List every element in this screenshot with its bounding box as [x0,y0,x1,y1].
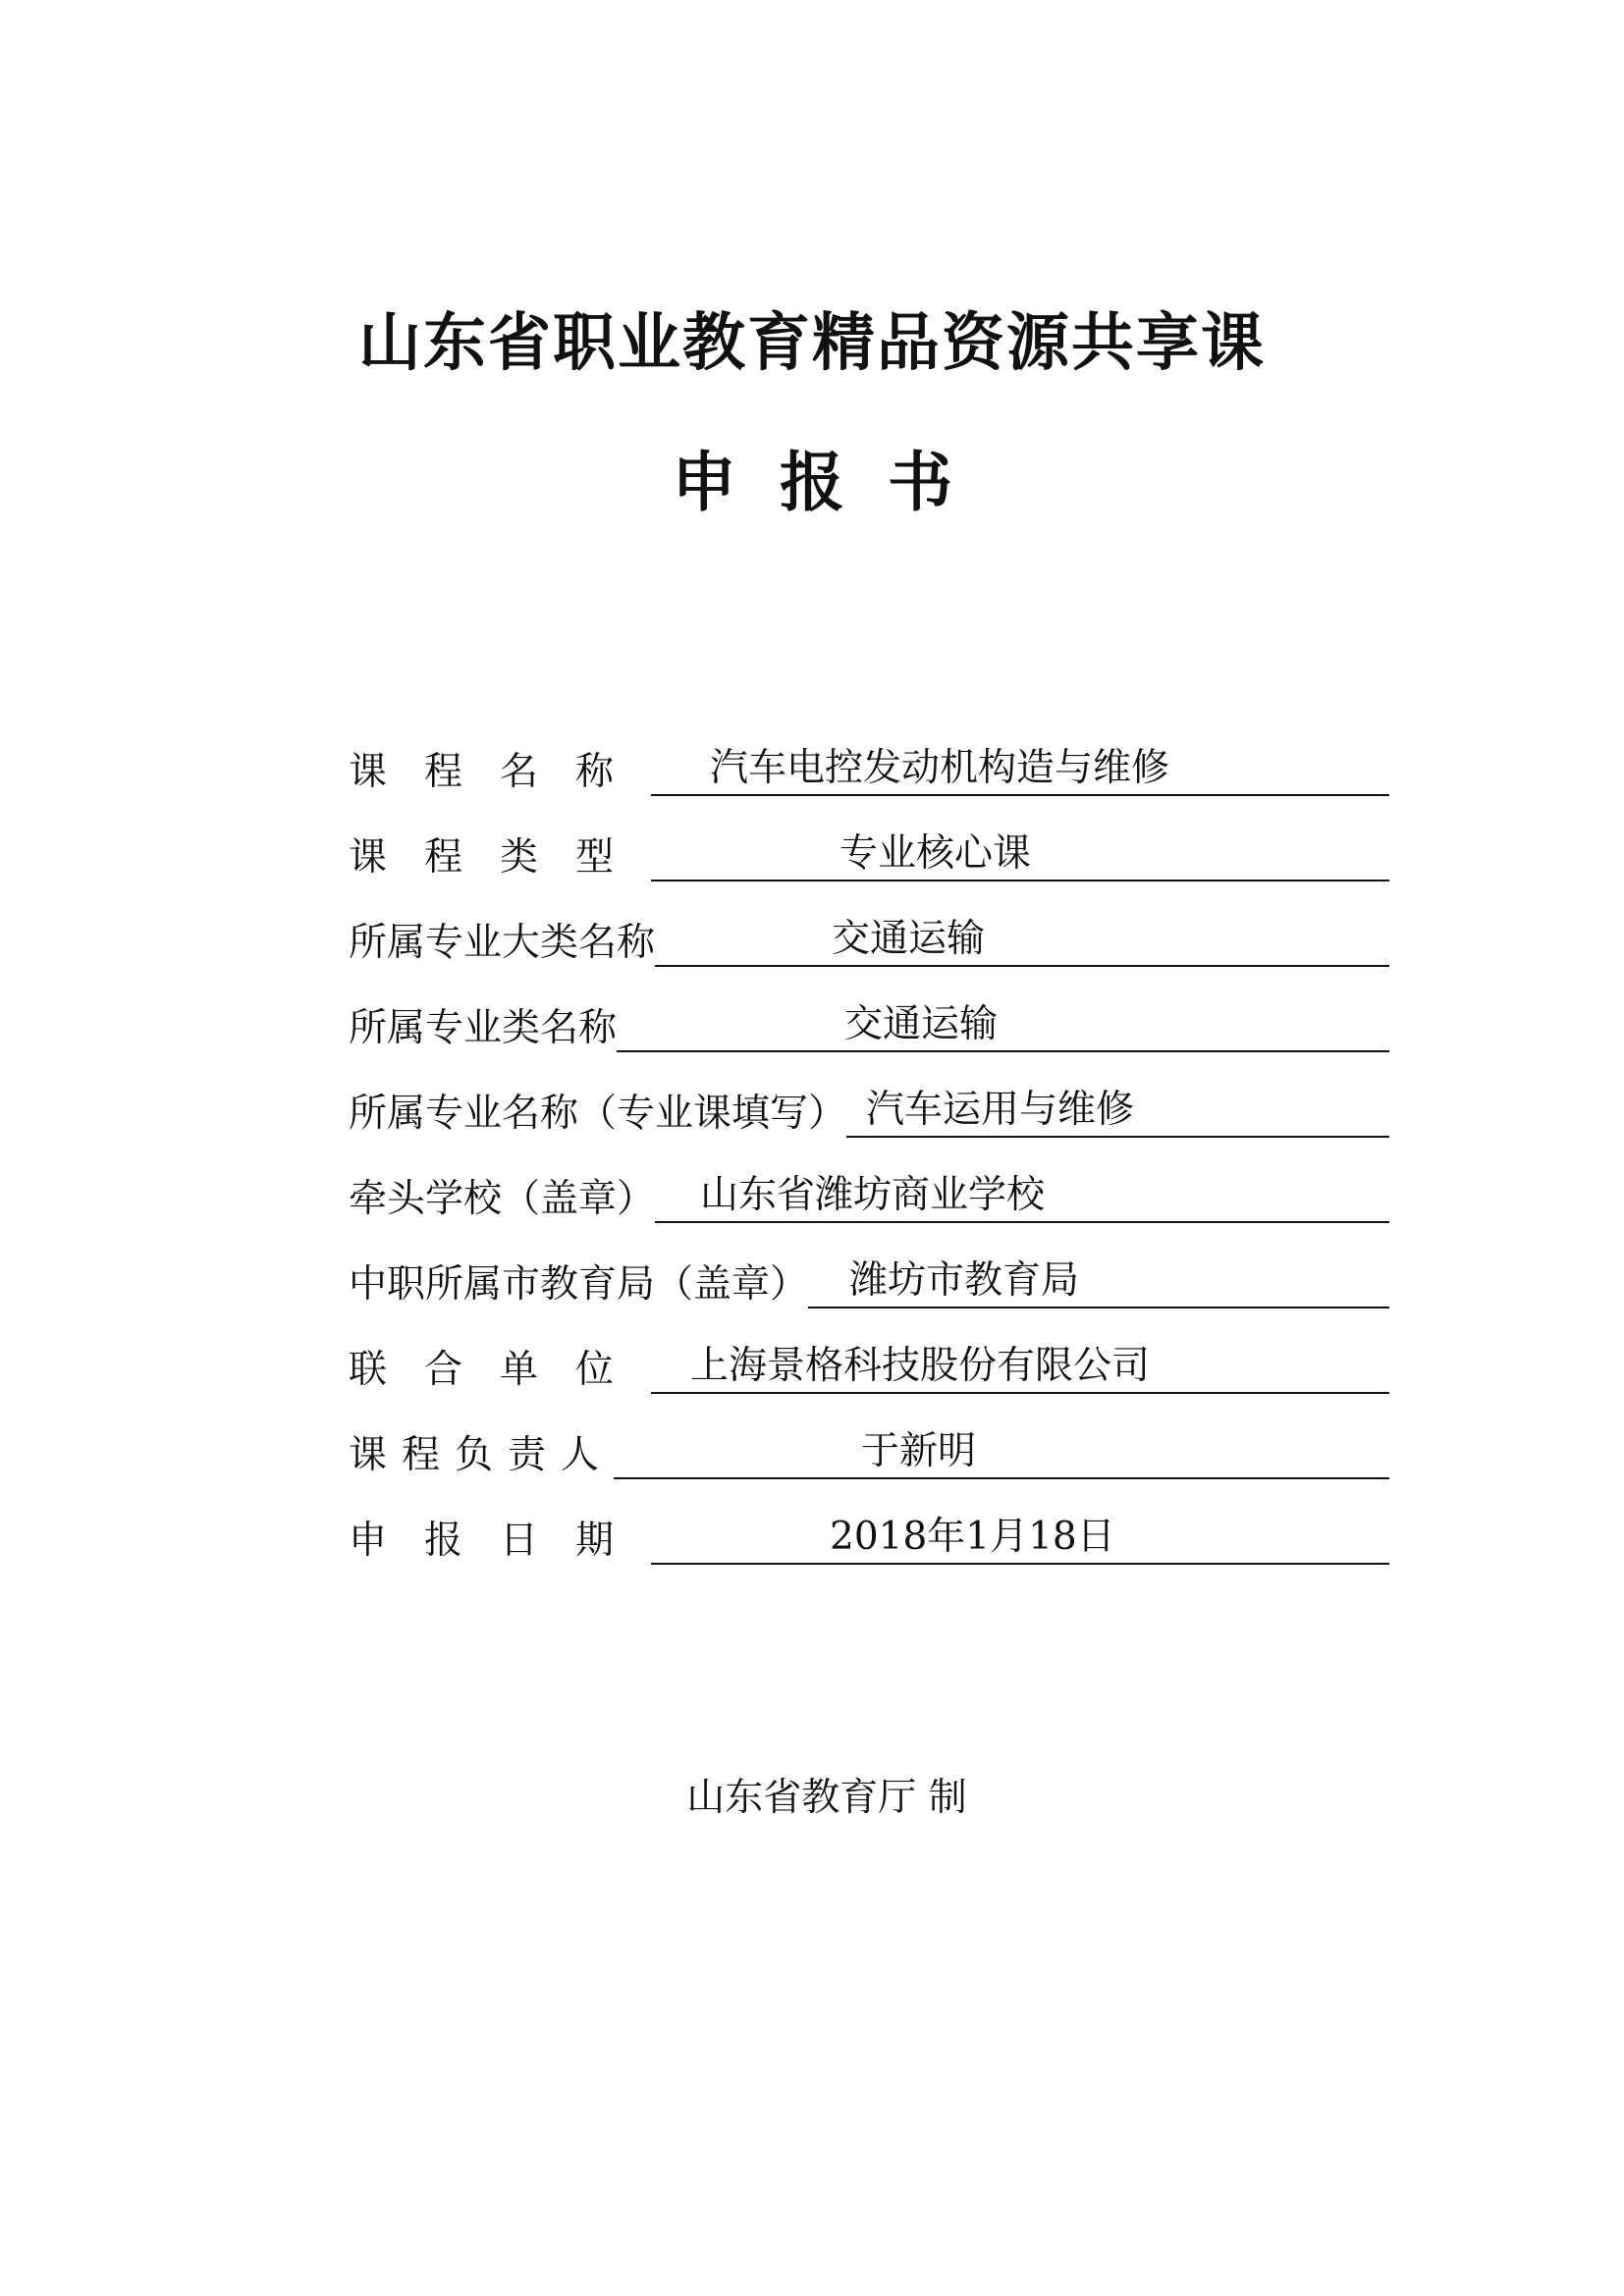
field-label: 中职所属市教育局（盖章） [349,1262,809,1307]
field-line [651,1516,1389,1565]
application-form [349,717,1389,1571]
field-label: 申报日期 [349,1519,652,1563]
document-subtitle: 申报书 [672,444,996,520]
field-line [614,1430,1389,1479]
field-value: 交通运输 [832,917,986,961]
field-major-name [349,1058,1389,1144]
field-major-class [349,973,1389,1058]
field-label: 课程名称 [349,750,652,794]
field-label: 联合单位 [349,1348,652,1392]
field-value: 2018年1月18日 [830,1515,1115,1559]
field-line [651,832,1389,881]
field-value: 汽车电控发动机构造与维修 [710,746,1170,790]
field-line [655,1174,1389,1223]
field-line [655,918,1389,967]
field-lead-school [349,1144,1389,1229]
field-education-bureau [349,1229,1389,1314]
field-course-lead [349,1400,1389,1485]
field-major-category [349,887,1389,973]
issuer-line: 山东省教育厅 制 [686,1776,967,1820]
field-value: 专业核心课 [839,831,1032,876]
field-label: 课程类型 [349,835,652,880]
field-course-type [349,802,1389,887]
field-line [846,1089,1389,1138]
field-label: 所属专业名称（专业课填写） [349,1092,847,1136]
field-label: 牵头学校（盖章） [349,1177,656,1221]
field-partner-unit [349,1314,1389,1400]
field-line [808,1259,1389,1308]
field-line [651,1345,1389,1394]
field-label: 课程负责人 [349,1433,615,1477]
field-value: 汽车运用与维修 [866,1088,1135,1132]
field-apply-date [349,1485,1389,1571]
field-value: 山东省潍坊商业学校 [700,1173,1046,1217]
field-value: 上海景格科技股份有限公司 [690,1344,1151,1388]
field-label: 所属专业类名称 [349,1006,618,1050]
field-value: 于新明 [861,1429,977,1473]
field-line [651,747,1389,796]
field-line [617,1003,1389,1052]
field-value: 交通运输 [844,1002,999,1046]
document-title: 山东省职业教育精品资源共享课 [358,306,1266,380]
field-course-name [349,717,1389,802]
field-label: 所属专业大类名称 [349,921,656,965]
field-value: 潍坊市教育局 [849,1258,1080,1303]
